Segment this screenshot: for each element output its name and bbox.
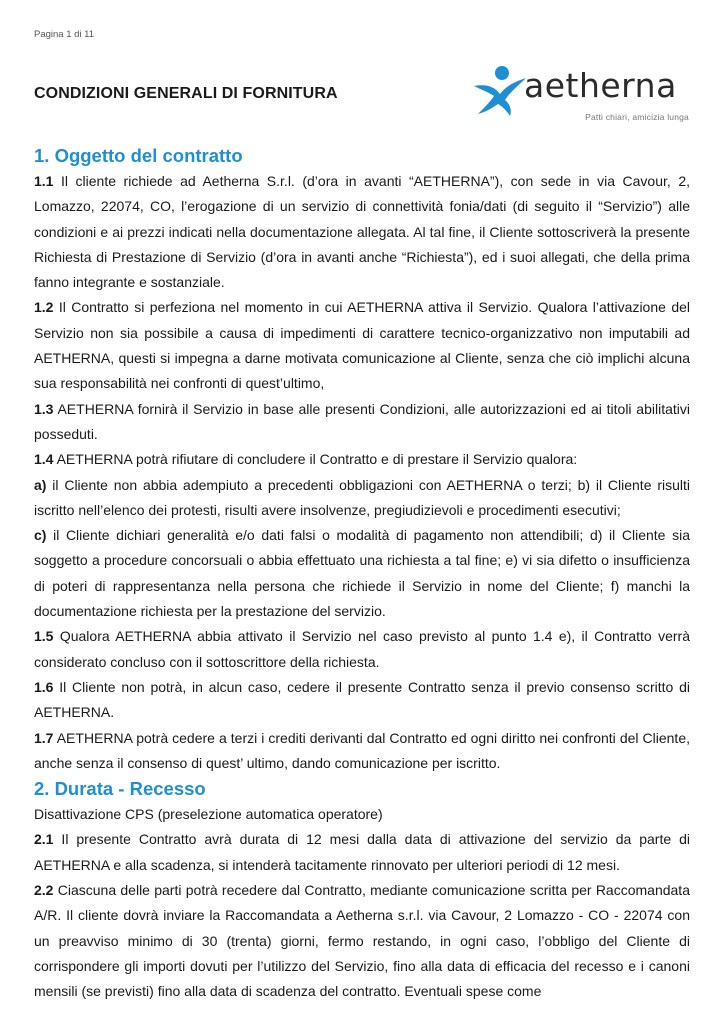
- clause-number: 1.1: [34, 173, 54, 189]
- document-title: CONDIZIONI GENERALI DI FORNITURA: [34, 85, 338, 102]
- clause-text: Il cliente richiede ad Aetherna S.r.l. (d’ora in avanti “AETHERNA”), con sede in via Cavour, 2, Lomazzo, 22074, CO, l’erogazione di un servizio di connettività fonia/dati (di seguito il “Servizio”) alle condizioni e ai prezzi indicati nella documentazione allegata. Al tal fine, il Cliente sottoscriverà la presente Richiesta di Prestazione di Servizio (d’ora in avanti anche “Richiesta”), ed i suoi allegati, che della prima fanno integrante e sostanziale.: [34, 173, 690, 291]
- logo-tagline: Patti chiari, amicizia lunga: [585, 112, 689, 122]
- clause-text: Ciascuna delle parti potrà recedere dal Contratto, mediante comunicazione scritta per Raccomandata A/R. Il cliente dovrà inviare la Raccomandata a Aetherna s.r.l. via Cavour, 2 Lomazzo - CO - 22074 con un preavviso minimo di 30 (trenta) giorni, fermo restando, in ogni caso, l’obbligo del Cliente di corrispondere gli importi dovuti per l’utilizzo del Servizio, fino alla data di efficacia del recesso e i canoni mensili (se previsti) fino alla data di scadenza del contratto. Eventuali spese come: [34, 882, 690, 1000]
- clause-number: 2.2: [34, 882, 54, 899]
- clause-1-1: [34, 169, 690, 295]
- clause-text: Qualora AETHERNA abbia attivato il Servizio nel caso previsto al punto 1.4 e), il Contratto verrà considerato concluso con il sottoscrittore della richiesta.: [34, 628, 690, 670]
- clause-text: il Cliente dichiari generalità e/o dati falsi o modalità di pagamento non attendibili; d) il Cliente sia soggetto a procedure concorsuali o abbia effettuato una richiesta a tal fine; e) vi sia difetto o insufficienza di poteri di rappresentanza nella persona che richiede il Servizio in nome del Cliente; f) manchi la documentazione richiesta per la prestazione del servizio.: [34, 527, 690, 620]
- aetherna-logo: [472, 62, 694, 128]
- logo-wordmark: aetherna: [524, 66, 677, 105]
- section-subtitle: Disattivazione CPS (preselezione automatica operatore): [34, 806, 383, 823]
- clause-number: 1.6: [34, 678, 54, 695]
- clause-number: 2.1: [34, 831, 54, 848]
- clause-1-6: [34, 675, 690, 726]
- clause-2-2: [34, 878, 690, 1004]
- clause-number: 1.4: [34, 451, 54, 468]
- section-heading-durata: 2. Durata - Recesso: [34, 778, 206, 800]
- page-number: Pagina 1 di 11: [34, 29, 95, 40]
- clause-number: 1.3: [34, 400, 54, 417]
- clause-number: 1.7: [34, 729, 54, 746]
- clause-text: Il presente Contratto avrà durata di 12 mesi dalla data di attivazione del servizio da parte di AETHERNA e alla scadenza, si intenderà tacitamente rinnovato per ulteriori periodi di 12 mesi.: [34, 831, 690, 873]
- clause-number: c): [34, 527, 47, 544]
- clause-2-1: [34, 827, 690, 878]
- clause-1-4: [34, 447, 690, 472]
- clause-1-3: [34, 397, 690, 448]
- document-body: [34, 143, 690, 1005]
- clause-text: Il Contratto si perfeziona nel momento in cui AETHERNA attiva il Servizio. Qualora l’attivazione del Servizio non sia possibile a causa di impedimenti di carattere tecnico-organizzativo non imputabili ad AETHERNA, questi si impegna a darne motivata comunicazione al Cliente, senza che ciò implichi alcuna sua responsabilità nei confronti di quest’ultimo,: [34, 299, 690, 392]
- clause-1-2: [34, 295, 690, 396]
- clause-1-4-a: [34, 473, 690, 524]
- clause-1-5: [34, 624, 690, 675]
- clause-text: il Cliente non abbia adempiuto a precedenti obbligazioni con AETHERNA o terzi; b) il Cliente risulti iscritto nell’elenco dei protesti, risulti avere insolvenze, pregiudizievoli e procedimenti esecutivi;: [34, 476, 690, 518]
- clause-number: 1.5: [34, 628, 54, 645]
- clause-text: AETHERNA fornirà il Servizio in base alle presenti Condizioni, alle autorizzazioni ed ai titoli abilitativi posseduti.: [34, 400, 690, 442]
- clause-text: AETHERNA potrà cedere a terzi i crediti derivanti dal Contratto ed ogni diritto nei confronti del Cliente, anche senza il consenso di quest’ ultimo, dando comunicazione per iscritto.: [34, 729, 690, 771]
- aetherna-figure-icon: [472, 64, 528, 116]
- clause-text: Il Cliente non potrà, in alcun caso, cedere il presente Contratto senza il previo consenso scritto di AETHERNA.: [34, 678, 690, 721]
- clause-number: 1.2: [34, 299, 54, 316]
- clause-number: a): [34, 476, 47, 493]
- clause-text: AETHERNA potrà rifiutare di concludere il Contratto e di prestare il Servizio qualora:: [53, 451, 578, 468]
- clause-1-7: [34, 726, 690, 777]
- clause-1-4-c: [34, 523, 690, 624]
- section-heading-oggetto: 1. Oggetto del contratto: [34, 145, 243, 166]
